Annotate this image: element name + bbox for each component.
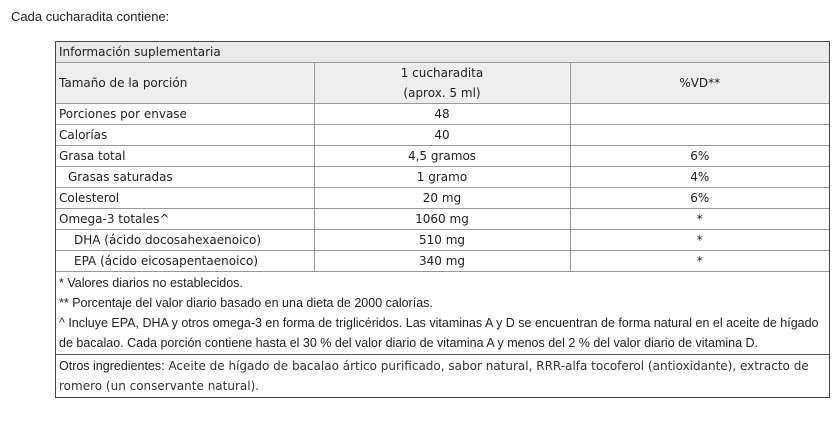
table-row xyxy=(56,230,829,251)
nutrient-name: Porciones por envase xyxy=(56,104,314,125)
nutrient-amount: 4,5 gramos xyxy=(314,146,570,167)
footnote-no-dv: * Valores diarios no establecidos. xyxy=(59,276,243,290)
footnotes xyxy=(56,272,829,354)
nutrient-dv: 4% xyxy=(570,167,829,188)
nutrient-name: Grasa total xyxy=(56,146,314,167)
serving-size-amount xyxy=(314,63,570,104)
nutrient-amount: 1060 mg xyxy=(314,209,570,230)
serving-amount-line1: 1 cucharadita xyxy=(400,66,484,80)
supplement-facts-panel xyxy=(55,41,830,398)
other-ingredients-label: Otros ingredientes: xyxy=(59,359,165,373)
other-ingredients-text: Aceite de hígado de bacalao ártico purificado, sabor natural, RRR-alfa tocoferol (antioxidante), extracto de romero (un conservante natural). xyxy=(59,359,809,393)
table-row xyxy=(56,188,829,209)
intro-text: Cada cucharadita contiene: xyxy=(11,9,170,24)
table-row xyxy=(56,167,829,188)
nutrient-dv: 6% xyxy=(570,188,829,209)
table-caption: Información suplementaria xyxy=(56,42,829,63)
table-row xyxy=(56,146,829,167)
nutrient-name: Calorías xyxy=(56,125,314,146)
nutrient-name: Colesterol xyxy=(56,188,314,209)
nutrient-amount: 1 gramo xyxy=(314,167,570,188)
table-row xyxy=(56,209,829,230)
serving-size-label: Tamaño de la porción xyxy=(56,63,314,104)
footnote-daily-value: ** Porcentaje del valor diario basado en una dieta de 2000 calorías. xyxy=(59,296,433,310)
footnote-omega3: ^ Incluye EPA, DHA y otros omega-3 en forma de triglicéridos. Las vitaminas A y D se encuentran de forma natural en el aceite de hígado de bacalao. Cada porción contiene hasta el 30 % del valor diario de vitamina A y menos del 2 % del valor diario de vitamina D. xyxy=(59,316,819,350)
nutrient-dv xyxy=(570,125,829,146)
nutrient-name: DHA (ácido docosahexaenoico) xyxy=(56,230,314,251)
serving-amount-line2: (aprox. 5 ml) xyxy=(403,86,481,100)
nutrient-name: Grasas saturadas xyxy=(56,167,314,188)
nutrient-amount: 48 xyxy=(314,104,570,125)
nutrient-dv: * xyxy=(570,230,829,251)
nutrient-amount: 510 mg xyxy=(314,230,570,251)
other-ingredients xyxy=(56,354,829,397)
nutrient-amount: 40 xyxy=(314,125,570,146)
nutrient-dv: 6% xyxy=(570,146,829,167)
table-row xyxy=(56,251,829,272)
daily-value-header: %VD** xyxy=(570,63,829,104)
nutrient-name: Omega-3 totales^ xyxy=(56,209,314,230)
table-caption-row xyxy=(56,42,829,63)
table-row xyxy=(56,104,829,125)
nutrient-dv xyxy=(570,104,829,125)
nutrient-dv: * xyxy=(570,251,829,272)
nutrient-dv: * xyxy=(570,209,829,230)
supplement-facts-table xyxy=(56,42,829,272)
table-row xyxy=(56,125,829,146)
nutrient-amount: 340 mg xyxy=(314,251,570,272)
nutrient-name: EPA (ácido eicosapentaenoico) xyxy=(56,251,314,272)
nutrient-amount: 20 mg xyxy=(314,188,570,209)
table-header-row xyxy=(56,63,829,104)
